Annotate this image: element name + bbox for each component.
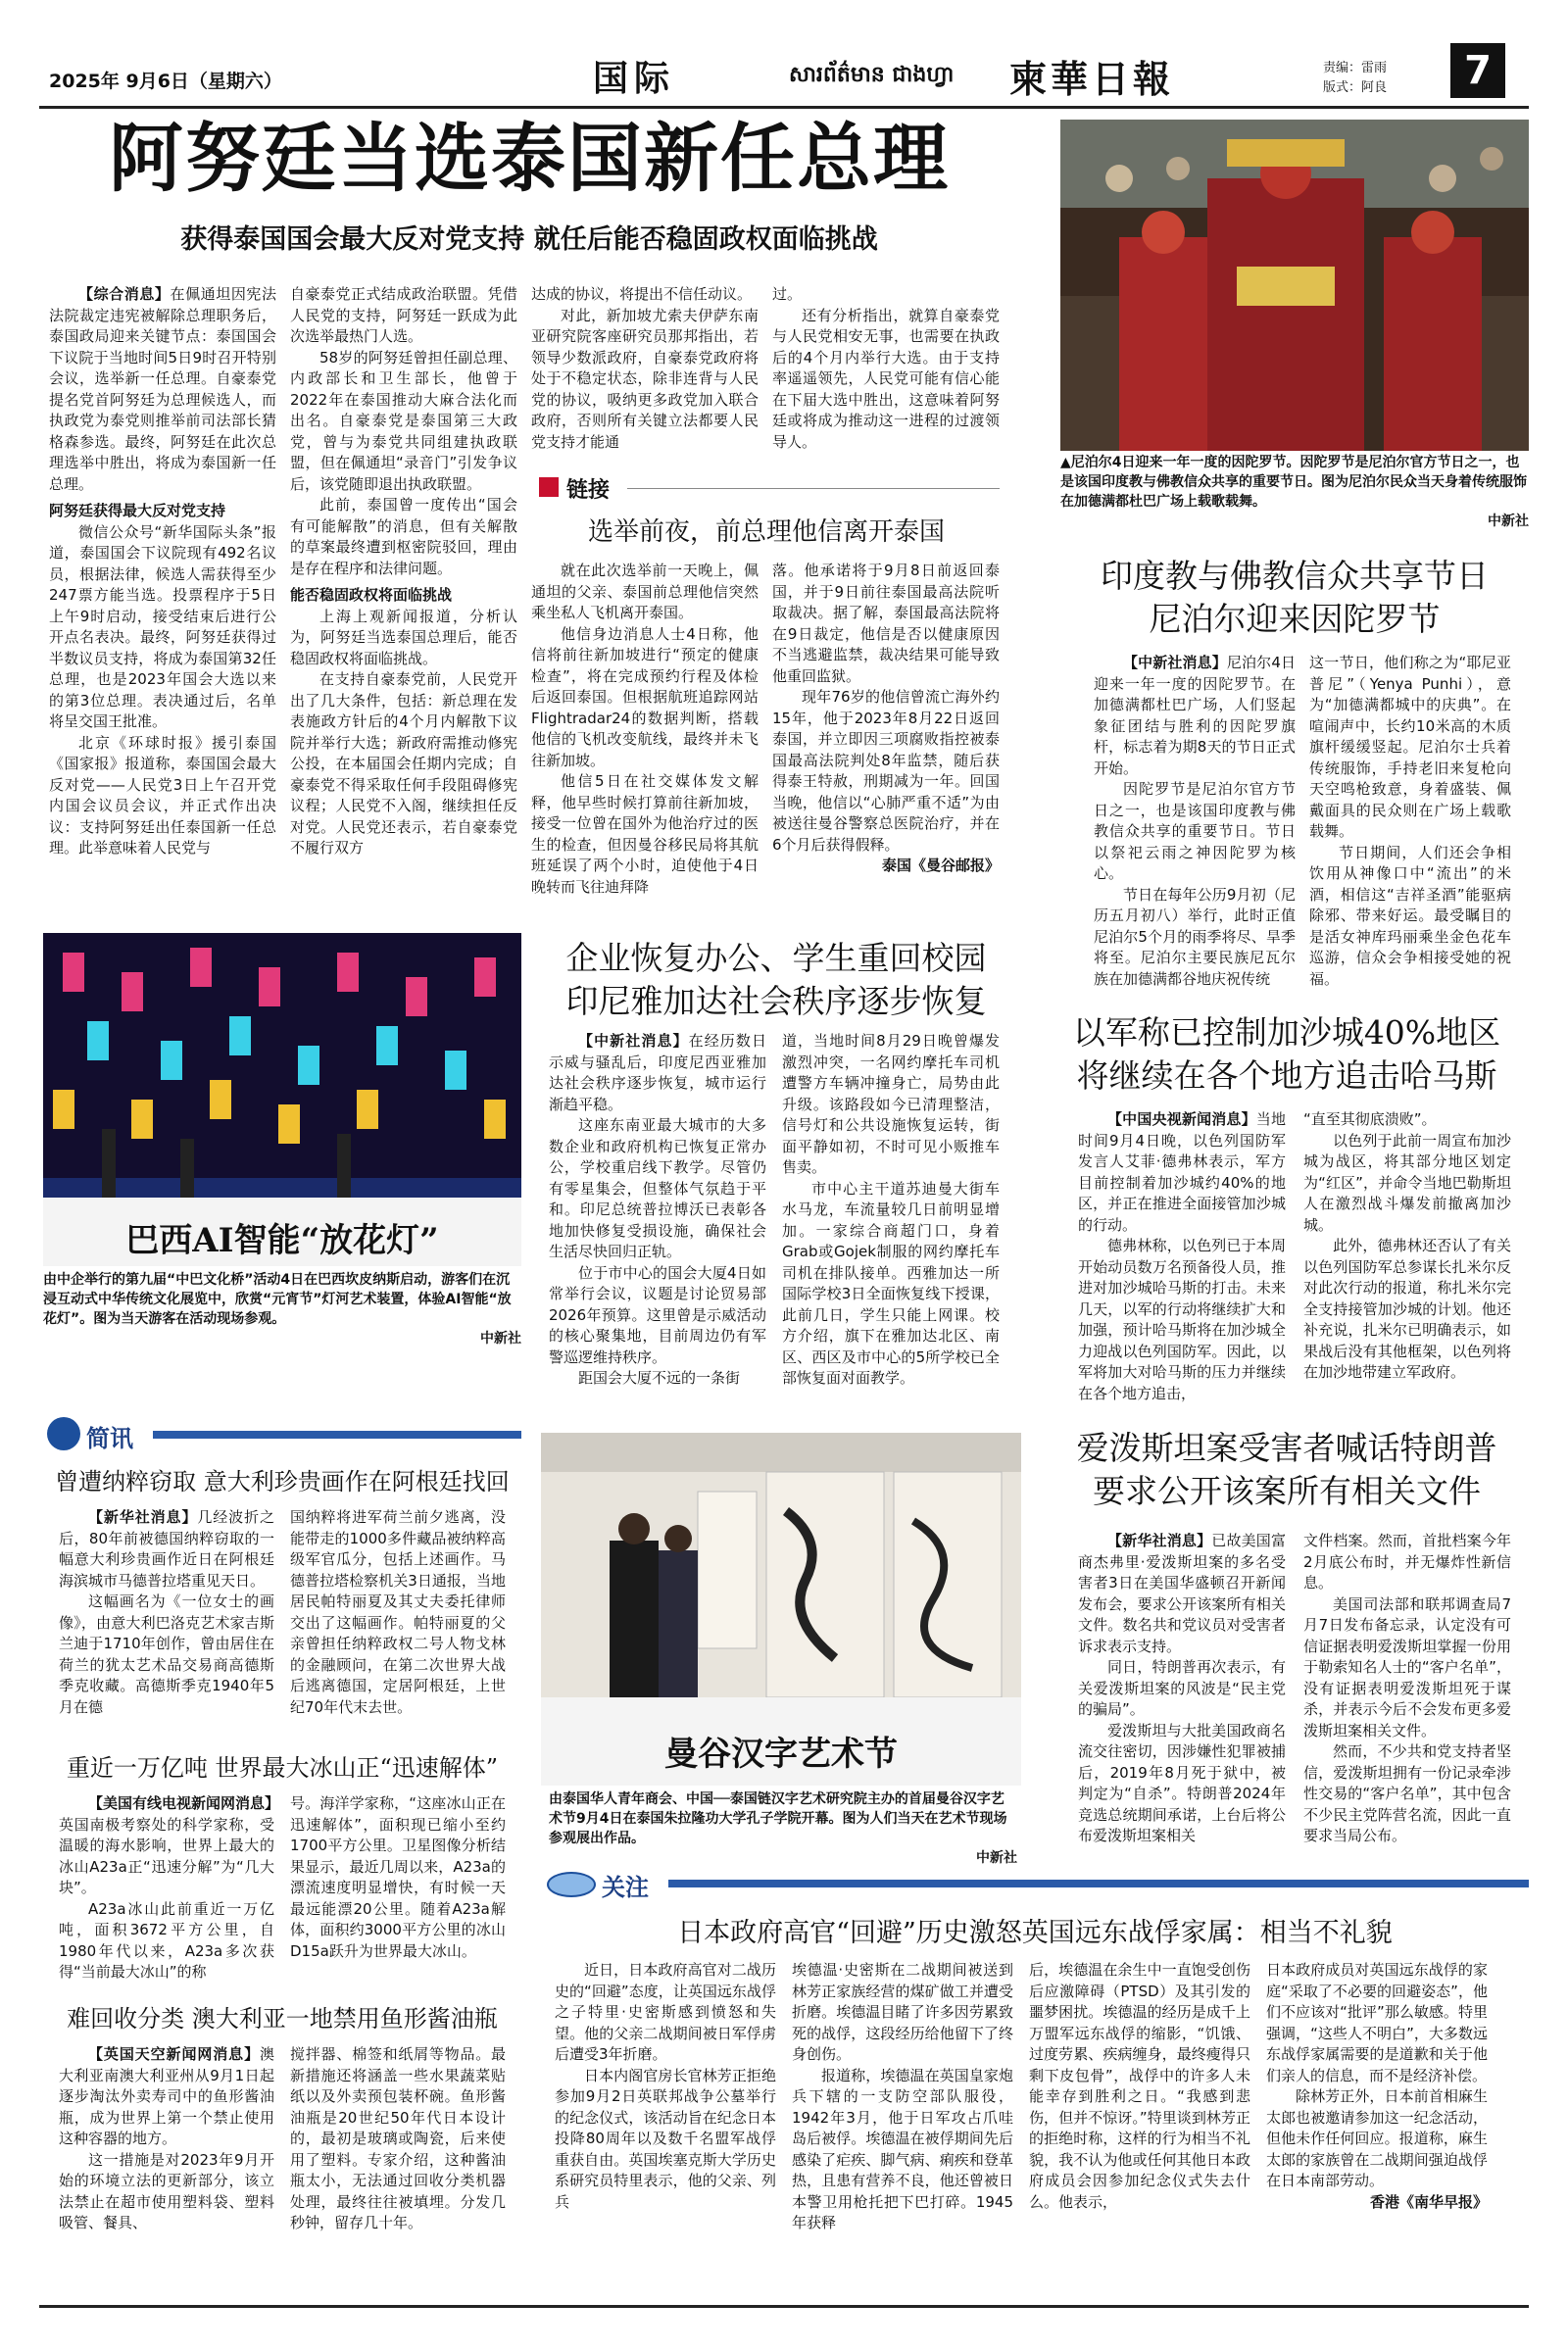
masthead <box>39 35 1529 104</box>
link-label-text: 链接 <box>566 478 611 503</box>
indonesia-column-1 <box>549 1031 766 1390</box>
nepal-para: 因陀罗节是尼泊尔官方节日之一，也是该国印度教与佛教信众共享的重要节日。节日以祭祀云雨之神因陀罗为核心。 <box>1094 780 1296 882</box>
news-source-tag: 【中新社消息】 <box>578 1032 689 1050</box>
layout-credit: 版式：阿良 <box>1323 80 1388 95</box>
bangkok-photo-caption: 由泰国华人青年商会、中国──泰国链汉字艺术研究院主办的首届曼谷汉字艺术节9月4日在泰国朱拉隆功大学孔子学院开幕。图为人们当天在艺术节现场参观展出作品。 中新社 <box>549 1791 1017 1866</box>
brief-2-headline: 重近一万亿吨 世界最大冰山正“迅速解体” <box>66 1754 499 1782</box>
news-source-tag: 【综合消息】 <box>78 285 171 303</box>
nepal-para: 【中新社消息】尼泊尔4日迎来一年一度的因陀罗节。在加德满都杜巴广场，人们竖起象征团结与胜利的因陀罗旗杆，标志着为期8天的节日正式开始。 <box>1094 654 1296 777</box>
brief-para: 这幅画名为《一位女士的画像》，由意大利巴洛克艺术家吉斯兰迪于1710年创作，曾由居住在荷兰的犹太艺术品交易商高德斯季克收藏。高德斯季克1940年5月在德 <box>59 1592 274 1716</box>
lead-column-2 <box>290 284 517 859</box>
lead-para: 北京《环球时报》援引泰国《国家报》报道称，泰国国会最大反对党——人民党3日上午召开党内国会议员会议，并正式作出决议：支持阿努廷出任泰国新一任总理。此举意味着人民党与 <box>49 733 276 857</box>
nepal-headline-1: 印度教与佛教信众共享节日 <box>1101 557 1489 595</box>
nepal-para: 节日在每年公历9月初（尼历五月初八）举行，此时正值尼泊尔5个月的雨季将尽、旱季将至。尼泊尔主要民族尼瓦尔族在加德满都谷地庆祝传统 <box>1094 885 1296 988</box>
lead-para: 自豪泰党正式结成政治联盟。凭借人民党的支持，阿努廷一跃成为此次选举最热门人选。 <box>290 285 517 345</box>
lead-column-4 <box>772 284 1000 453</box>
lead-para: 对此，新加坡尤索夫伊萨东南亚研究院客座研究员那邦指出，若领导少数派政府，自豪泰党政府将处于不稳定状态，除非连背与人民党的协议，吸纳更多政党加入联合政府，否则所有关键立法都要人民党支持才能通 <box>531 306 759 451</box>
nepal-para: 这一节日，他们称之为“耶尼亚普尼”（Yenya Punhi），意为“加德满都城中的庆典”。在喧闹声中，长约10米高的木质旗杆缓缓竖起。尼泊尔士兵着传统服饰，手持老旧来复枪向天空鸣枪致意，身着盛装、佩戴面具的民众则在广场上载歌载舞。 <box>1309 654 1511 840</box>
lead-para: 上海上观新闻报道，分析认为，阿努廷当选泰国总理后，能否稳固政权将面临挑战。 <box>290 607 517 667</box>
page-number: 7 <box>1450 43 1505 98</box>
nepal-column-1 <box>1094 653 1296 990</box>
lead-subheading-2: 能否稳固政权将面临挑战 <box>290 586 453 604</box>
indonesia-headline-1: 企业恢复办公、学生重回校园 <box>565 939 987 977</box>
focus-headline: 日本政府高官“回避”历史激怒英国远东战俘家属：相当不礼貌 <box>677 1918 1393 1948</box>
briefs-label: 简讯 <box>86 1425 133 1452</box>
lead-column-1 <box>49 284 276 859</box>
khmer-title: សារព័ត៌មាន ជាងហ្វា <box>789 63 955 87</box>
epstein-column-2 <box>1303 1531 1511 1847</box>
indonesia-para: 【中新社消息】在经历数日示威与骚乱后，印度尼西亚雅加达社会秩序逐步恢复，城市运行渐趋平稳。 <box>549 1032 766 1113</box>
indonesia-para: 距国会大厦不远的一条街 <box>578 1369 741 1387</box>
focus-para: 埃德温·史密斯在二战期间被送到林芳正家族经营的煤矿做工并遭受折磨。埃德温目睹了许多因劳累致死的战俘，这段经历给他留下了终身创伤。 <box>792 1961 1013 2063</box>
brief-2-column-2 <box>290 1793 506 1962</box>
brief-para: 号。海洋学家称，“这座冰山正在迅速解体”，面积现已缩小至约1700平方公里。卫星图像分析结果显示，最近几周以来，A23a的漂流速度明显增快，有时候一天最远能漂20公里。随着A23a解体，面积约3000平方公里的冰山D15a跃升为世界最大冰山。 <box>290 1794 506 1960</box>
israel-column-1 <box>1078 1109 1286 1404</box>
epstein-headline-2: 要求公开该案所有相关文件 <box>1093 1472 1481 1510</box>
focus-column-4 <box>1266 1960 1488 2213</box>
indonesia-headline-2: 印尼雅加达社会秩序逐步恢复 <box>565 982 987 1020</box>
israel-para: 以色列于此前一周宣布加沙城为战区，将其部分地区划定为“红区”，并命令当地巴勒斯坦人在激烈战斗爆发前撤离加沙城。 <box>1303 1131 1511 1234</box>
brief-1-headline: 曾遭纳粹窃取 意大利珍贵画作在阿根廷找回 <box>55 1468 510 1495</box>
brief-para: 【新华社消息】几经波折之后，80年前被德国纳粹窃取的一幅意大利珍贵画作近日在阿根廷海滨城市马德普拉塔重见天日。 <box>59 1508 274 1590</box>
link-para: 现年76岁的他信曾流亡海外约15年，他于2023年8月22日返回泰国，并立即因三项腐败指控被泰国最高法院判处8年监禁，随后获得泰王特赦，刑期减为一年。回国当晚，他信以“心肺严重不适”为由被送往曼谷警察总医院治疗，并在6个月后获得假释。 <box>772 688 1000 854</box>
lead-para: 此前，泰国曾一度传出“国会有可能解散”的消息，但有关解散的草案最终遭到枢密院驳回，理由是存在程序和法律问题。 <box>290 496 517 577</box>
focus-para: 日本政府成员对英国远东战俘的家庭“采取了不必要的回避姿态”，他们不应该对“批评”那么敏感。特里强调，“这些人不明白”，大多数远东战俘家属需要的是道歉和关于他们亲人的信息，而不是经济补偿。 <box>1266 1961 1488 2084</box>
indonesia-para: 位于市中心的国会大厦4日如常举行会议，议题是讨论贸易部2026年预算。这里曾是示威活动的核心聚集地，目前周边仍有军警巡逻维持秩序。 <box>549 1263 766 1366</box>
source-credit: 泰国《曼谷邮报》 <box>881 857 1000 874</box>
eye-icon <box>547 1872 596 1897</box>
israel-para: “直至其彻底溃败”。 <box>1303 1110 1437 1128</box>
editor-credit: 责编：雷雨 <box>1323 61 1388 75</box>
link-para: 他信身边消息人士4日称，他信将前往新加坡进行“预定的健康检查”，将在完成预约行程及体检后返回泰国。但根据航班追踪网站Flightradar24的数据判断，搭载他信的飞机改变航线，最终并未飞往新加坡。 <box>531 624 759 769</box>
brief-para: 这一措施是对2023年9月开始的环境立法的更新部分，该立法禁止在超市使用塑料袋、塑料吸管、餐具、 <box>59 2150 274 2231</box>
focus-para: 除林芳正外，日本前首相麻生太郎也被邀请参加这一纪念活动，但他未作任何回应。报道称，麻生太郎的家族曾在二战期间强迫战俘在日本南部劳动。 <box>1266 2087 1488 2189</box>
issue-date: 2025年 9月6日（星期六） <box>49 71 282 92</box>
focus-para: 近日，日本政府高官对二战历史的“回避”态度，让英国远东战俘之子特里·史密斯感到愤怒和失望。他的父亲二战期间被日军俘虏后遭受3年折磨。 <box>555 1961 776 2063</box>
nepal-photo-caption: ▲尼泊尔4日迎来一年一度的因陀罗节。因陀罗节是尼泊尔官方节日之一，也是该国印度教与佛教信众共享的重要节日。图为尼泊尔民众当天身着传统服饰在加德满都杜巴广场上载歌载舞。 中新社 <box>1060 455 1529 529</box>
israel-para: 【中国央视新闻消息】当地时间9月4日晚，以色列国防军发言人艾菲·德弗林表示，军方目前控制着加沙城约40%的地区，并正在推进全面接管加沙城的行动。 <box>1078 1110 1286 1234</box>
epstein-headline-1: 爱泼斯坦案受害者喊话特朗普 <box>1076 1429 1497 1467</box>
focus-label: 关注 <box>602 1874 649 1901</box>
link-para: 就在此次选举前一天晚上，佩通坦的父亲、泰国前总理他信突然乘坐私人飞机离开泰国。 <box>531 562 759 621</box>
brief-para: 【美国有线电视新闻网消息】英国南极考察处的科学家称，受温暖的海水影响，世界上最大的冰山A23a正“迅速分解”为“几大块”。 <box>59 1794 280 1896</box>
focus-para: 后，埃德温在余生中一直饱受创伤后应激障碍（PTSD）及其引发的噩梦困扰。埃德温的经历是成千上万盟军远东战俘的缩影，“饥饿、过度劳累、疾病缠身，最终瘦得只剩下皮包骨”，战俘中的许多人未能幸存到胜利之日。“我感到悲伤，但并不惊讶。”特里谈到林芳正的拒绝时称，这样的行为相当不礼貌，我不认为他或任何其他日本政府成员会因参加纪念仪式失去什么。他表示， <box>1029 1961 1250 2211</box>
brief-para: A23a冰山此前重近一万亿吨，面积3672平方公里，自1980年代以来，A23a多次获得“当前最大冰山”的称 <box>59 1899 274 1981</box>
photo-credit: 中新社 <box>1488 514 1529 529</box>
indonesia-para: 道，当地时间8月29日晚曾爆发激烈冲突，一名网约摩托车司机遭警方车辆冲撞身亡，局势由此升级。该路段如今已清理整洁，信号灯和公共设施恢复运转，街面平静如初，不时可见小贩推车售卖。 <box>782 1032 1000 1176</box>
bangkok-headline: 曼谷汉字艺术节 <box>664 1735 898 1774</box>
news-source-tag: 【美国有线电视新闻网消息】 <box>88 1794 280 1812</box>
link-para: 他信5日在社交媒体发文解释，他早些时候打算前往新加坡，接受一位曾在国外为他治疗过的医生的检查，但因曼谷移民局将其航班延误了两个小时，迫使他于4日晚转而飞往迪拜降 <box>531 772 759 896</box>
footer-rule <box>39 2305 1529 2308</box>
briefs-banner-bar <box>153 1431 521 1439</box>
link-square-icon <box>539 477 559 497</box>
paper-name: 柬華日報 <box>1009 57 1175 101</box>
brief-para: 【英国天空新闻网消息】澳大利亚南澳大利亚州从9月1日起逐步淘汰外卖寿司中的鱼形酱油瓶，成为世界上第一个禁止使用这种容器的地方。 <box>59 2045 274 2147</box>
israel-para: 德弗林称，以色列已于本周开始动员数万名预备役人员，推进对加沙城哈马斯的打击。未来几天，以军的行动将继续扩大和加强，预计哈马斯将在加沙城全力迎战以色列国防军。因此，以军将加大对哈马斯的压力并继续在各个地方追击， <box>1078 1237 1286 1402</box>
epstein-para: 同日，特朗普再次表示，有关爱泼斯坦案的风波是“民主党的骗局”。 <box>1078 1658 1286 1718</box>
epstein-para: 文件档案。然而，首批档案今年2月底公布时，并无爆炸性新信息。 <box>1303 1532 1511 1592</box>
link-headline: 选举前夜，前总理他信离开泰国 <box>587 517 945 547</box>
epstein-column-1 <box>1078 1531 1286 1847</box>
nepal-festival-photo <box>1060 120 1529 451</box>
lead-para: 还有分析指出，就算自豪泰党与人民党相安无事，也需要在执政后的4个月内举行大选。由于支持率遥遥领先，人民党可能有信心能在下届大选中胜出，这意味着阿努廷或将成为推动这一进程的过渡领导人。 <box>772 306 1000 451</box>
link-para: 落。他承诺将于9月8日前返回泰国，并于9日前往泰国最高法院听取裁决。据了解，泰国最高法院将在9日裁定，他信是否以健康原因不当逃避监禁，裁决结果可能导致他重回监狱。 <box>772 562 1000 685</box>
nepal-para: 节日期间，人们还会争相饮用从神像口中“流出”的米酒，相信这“吉祥圣酒”能驱病除邪、带来好运。最受瞩目的是活女神库玛丽乘坐金色花车巡游，信众会争相接受她的祝福。 <box>1309 843 1511 988</box>
lead-para: 过。 <box>772 285 803 303</box>
brief-para: 搅拌器、棉签和纸屑等物品。最新措施还将涵盖一些水果蔬菜贴纸以及外卖预包装杯碗。鱼形酱油瓶是20世纪50年代日本设计的，最初是玻璃或陶瓷，后来使用了塑料。专家介绍，这种酱油瓶太小，无法通过回收分类机器处理，最终往往被填埋。分发几秒钟，留存几十年。 <box>290 2045 506 2231</box>
epstein-para: 【新华社消息】已故美国富商杰弗里·爱泼斯坦案的多名受害者3日在美国华盛顿召开新闻发布会，要求公开该案所有相关文件。数名共和党议员对受害者诉求表示支持。 <box>1078 1532 1286 1655</box>
briefs-banner <box>43 1417 521 1450</box>
brazil-headline: 巴西AI智能“放花灯” <box>125 1221 439 1260</box>
brief-3-headline: 难回收分类 澳大利亚一地禁用鱼形酱油瓶 <box>67 2005 498 2033</box>
news-source-tag: 【英国天空新闻网消息】 <box>88 2045 260 2063</box>
epstein-para: 然而，不少共和党支持者坚信，爱泼斯坦拥有一份记录牵涉性交易的“客户名单”，其中包含不少民主党阵营名流，因此一直要求当局公布。 <box>1303 1742 1511 1844</box>
focus-column-1 <box>555 1960 776 2213</box>
focus-para: 日本内阁官房长官林芳正拒绝参加9月2日英联邦战争公墓举行的纪念仪式，该活动旨在纪念日本投降80周年以及数千名盟军战俘重获自由。英国埃塞克斯大学历史系研究员特里表示，他的父亲、列兵 <box>555 2066 776 2211</box>
lead-subheading-1: 阿努廷获得最大反对党支持 <box>49 502 226 519</box>
israel-headline-1: 以军称已控制加沙城40%地区 <box>1072 1013 1501 1052</box>
lead-para: 微信公众号“新华国际头条”报道，泰国国会下议院现有492名议员，根据法律，候选人需获得至少247票方能当选。投票程序于5日上午9时启动，接受结束后进行公开点名表决。最终，阿努廷获得过半数议员支持，将成为泰国第32任总理，也是2023年国会大选以来的第3位总理。表决通过后，名单将呈交国王批准。 <box>49 522 276 730</box>
focus-column-3 <box>1029 1960 1250 2213</box>
brief-3-column-2 <box>290 2044 506 2234</box>
bangkok-calligraphy-photo <box>541 1433 1021 1786</box>
photo-credit: 中新社 <box>480 1331 521 1347</box>
lead-subheadline: 获得泰国国会最大反对党支持 就任后能否稳固政权面临挑战 <box>180 224 878 255</box>
israel-headline-2: 将继续在各个地方追击哈马斯 <box>1076 1056 1497 1095</box>
israel-para: 此外，德弗林还否认了有关以色列国防军总参谋长扎米尔反对此次行动的报道，称扎米尔完全支持接管加沙城的计划。他还补充说，扎米尔已明确表示，如果战后没有其他框架，以色列将在加沙地带建立军政府。 <box>1303 1237 1511 1381</box>
brazil-lantern-photo <box>43 933 521 1266</box>
lead-para: 【综合消息】在佩通坦因宪法法院裁定违宪被解除总理职务后，泰国政局迎来关键节点：泰国国会下议院于当地时间5日9时召开特别会议，选举新一任总理。自豪泰党提名党首阿努廷为总理候选人，而执政党为泰党则推举前司法部长猜格森参选。最终，阿努廷在此次总理选举中胜出，将成为泰国新一任总理。 <box>49 285 276 493</box>
link-column-1 <box>531 561 759 898</box>
nepal-column-2 <box>1309 653 1511 990</box>
brief-3-column-1 <box>59 2044 274 2234</box>
news-source-tag: 【新华社消息】 <box>1107 1532 1212 1549</box>
nepal-photo-illustration <box>1060 120 1529 451</box>
link-column-2 <box>772 561 1000 877</box>
section-name: 国际 <box>593 58 676 99</box>
lead-para: 在支持自豪泰党前，人民党开出了几大条件，包括：新总理在发表施政方针后的4个月内解散下议院并举行大选；新政府需推动修宪公投，在本届国会任期内完成；自豪泰党不得采取任何手段阻碍修宪议程；人民党不入阁，继续担任反对党。人民党还表示，若自豪泰党不履行双方 <box>290 670 517 857</box>
lead-para: 58岁的阿努廷曾担任副总理、内政部长和卫生部长，他曾于2022年在泰国推动大麻合法化而出名。自豪泰党是泰国第三大政党，曾与为泰党共同组建执政联盟，但在佩通坦“录音门”引发争议后，该党随即退出执政联盟。 <box>290 348 517 493</box>
epstein-para: 美国司法部和联邦调查局7月7日发布备忘录，认定没有可信证据表明爱泼斯坦掌握一份用于勒索知名人士的“客户名单”，没有证据表明爱泼斯坦死于谋杀，并表示今后不会发布更多爱泼斯坦案相关文件。 <box>1303 1594 1511 1740</box>
news-source-tag: 【新华社消息】 <box>88 1508 198 1526</box>
brief-para: 国纳粹将进军荷兰前夕逃离，没能带走的1000多件藏品被纳粹高级军官瓜分，包括上述画作。马德普拉塔检察机关3日通报，当地居民帕特丽夏及其丈夫委托律师交出了这幅画作。帕特丽夏的父亲曾担任纳粹政权二号人物戈林的金融顾问，在第二次世界大战后逃离德国，定居阿根廷，上世纪70年代末去世。 <box>290 1508 506 1716</box>
focus-banner <box>541 1866 1529 1899</box>
focus-column-2 <box>792 1960 1013 2234</box>
indonesia-para: 这座东南亚最大城市的大多数企业和政府机构已恢复正常办公，学校重启线下教学。尽管仍有零星集会，但整体气氛趋于平和。印尼总统普拉博沃已表彰各地加快修复受损设施，确保社会生活尽快回归正轨。 <box>549 1116 766 1260</box>
indonesia-para: 市中心主干道苏迪曼大街车水马龙，车流量较几日前明显增加。一家综合商超门口，身着Grab或Gojek制服的网约摩托车司机在排队接单。西雅加达一所国际学校3日全面恢复线下授课，此前几日，学生只能上网课。校方介绍，旗下在雅加达北区、南区、西区及市中心的5所学校已全部恢复面对面教学。 <box>782 1179 1000 1387</box>
news-source-tag: 【中国央视新闻消息】 <box>1107 1110 1256 1128</box>
israel-column-2 <box>1303 1109 1511 1384</box>
link-rule <box>627 488 1000 489</box>
brief-1-column-2 <box>290 1507 506 1718</box>
photo-credit: 中新社 <box>976 1850 1017 1866</box>
lead-para: 达成的协议，将提出不信任动议。 <box>531 285 753 303</box>
nepal-headline-2: 尼泊尔迎来因陀罗节 <box>1149 600 1441 638</box>
source-credit: 香港《南华早报》 <box>1369 2192 1488 2211</box>
news-source-tag: 【中新社消息】 <box>1123 654 1227 671</box>
brief-1-column-1 <box>59 1507 274 1718</box>
brazil-photo-caption: 由中企举行的第九届“中巴文化桥”活动4日在巴西坎皮纳斯启动，游客们在沉浸互动式中华传统文化展览中，欣赏“元宵节”灯河艺术装置，体验AI智能“放花灯”。图为当天游客在活动现场参观。 中新社 <box>43 1272 521 1347</box>
indonesia-column-2 <box>782 1031 1000 1390</box>
focus-banner-bar <box>668 1880 1529 1887</box>
focus-para: 报道称，埃德温在英国皇家炮兵下辖的一支防空部队服役，1942年3月，他于日军攻占爪哇岛后被俘。埃德温在被俘期间先后感染了疟疾、脚气病、痢疾和登革热，且患有营养不良，他还曾被日本警卫用枪托把下巴打碎。1945年获释 <box>792 2066 1013 2231</box>
brief-2-column-1 <box>59 1793 280 1984</box>
epstein-para: 爱泼斯坦与大批美国政商名流交往密切，因涉嫌性犯罪被捕后，2019年8月死于狱中，被判定为“自杀”。特朗普2024年竞选总统期间承诺，上台后将公布爱泼斯坦案相关 <box>1078 1721 1286 1844</box>
lead-headline: 阿努廷当选泰国新任总理 <box>109 115 950 202</box>
lead-column-3 <box>531 284 759 453</box>
header-rule <box>39 106 1529 109</box>
globe-icon <box>47 1417 80 1450</box>
